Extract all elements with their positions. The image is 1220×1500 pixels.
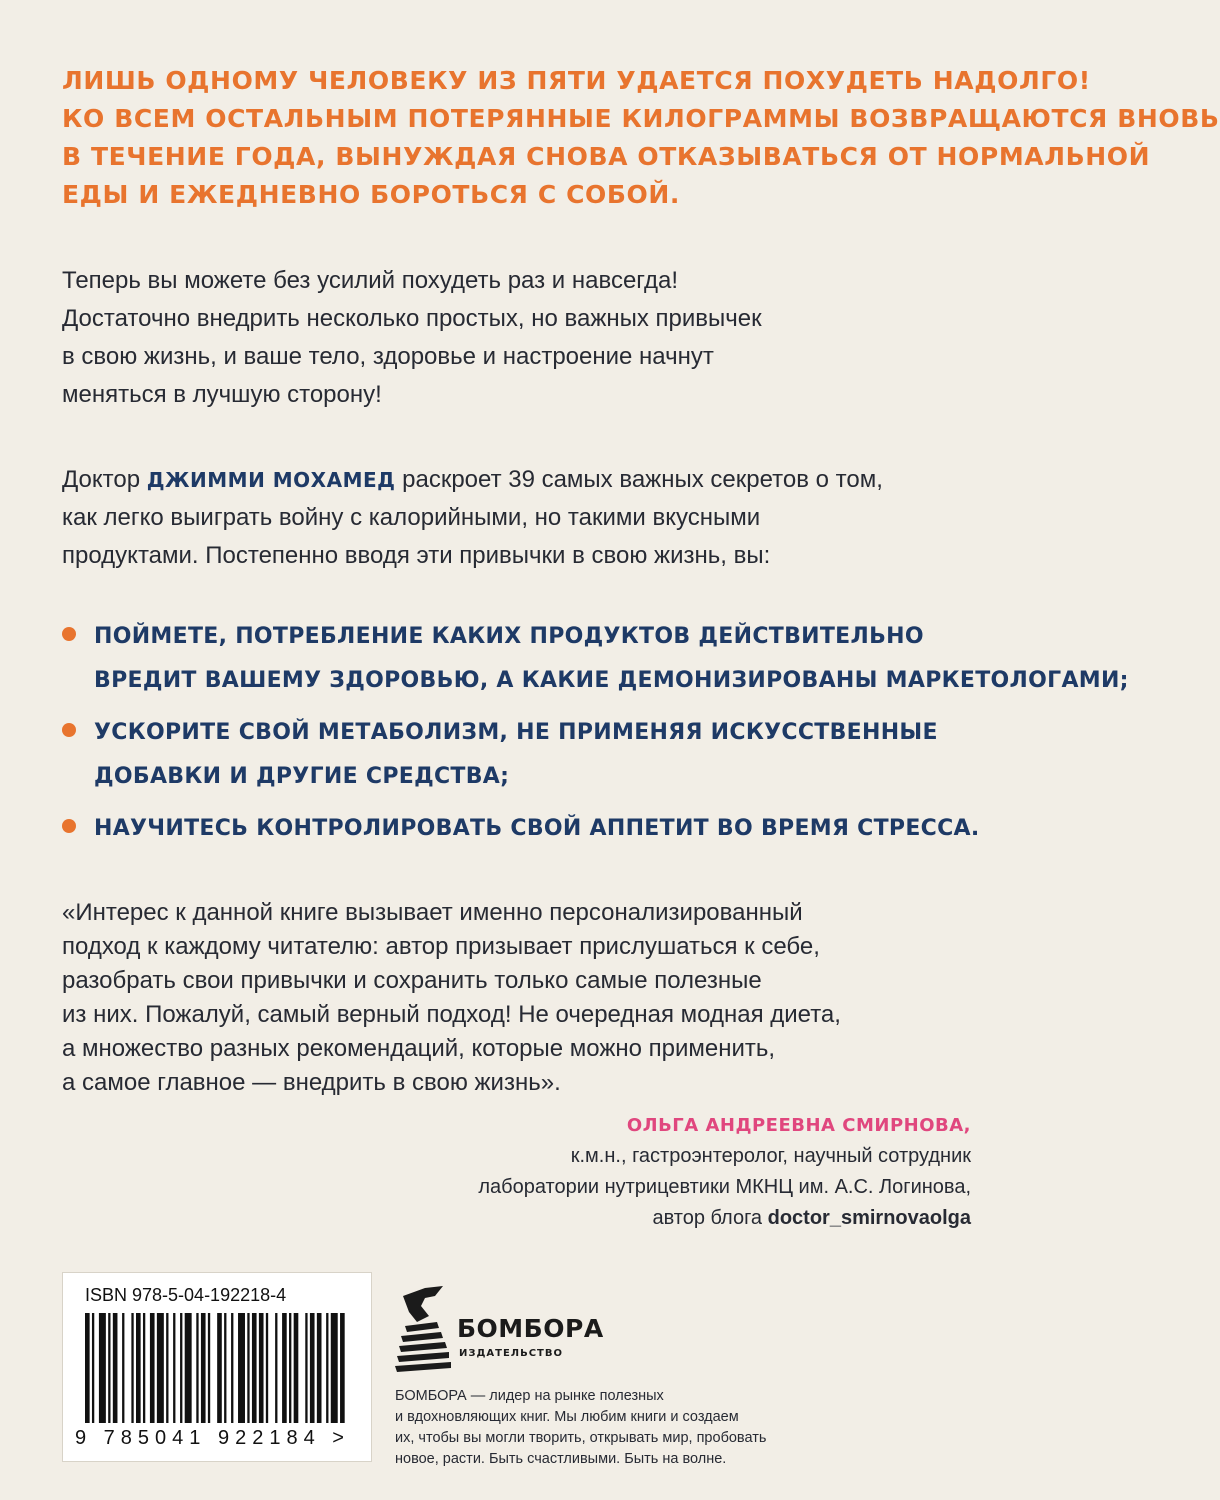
bullet-dot-icon bbox=[62, 627, 76, 641]
list-item-line: НАУЧИТЕСЬ КОНТРОЛИРОВАТЬ СВОЙ АППЕТИТ ВО ВРЕМЯ СТРЕССА. bbox=[94, 816, 980, 841]
reviewer-affiliation: лаборатории нутрицевтики МКНЦ им. А.С. Логинова, bbox=[478, 1176, 971, 1198]
quote-line: из них. Пожалуй, самый верный подход! Не очередная модная диета, bbox=[62, 1001, 841, 1028]
list-item bbox=[62, 807, 1002, 851]
headline-line: В ТЕЧЕНИЕ ГОДА, ВЫНУЖДАЯ СНОВА ОТКАЗЫВАТЬСЯ ОТ НОРМАЛЬНОЙ bbox=[62, 142, 1151, 171]
list-item bbox=[62, 711, 1002, 799]
paragraph-line: Достаточно внедрить несколько простых, но важных привычек bbox=[62, 305, 762, 332]
author-prefix: Доктор bbox=[62, 466, 147, 493]
paragraph-line: как легко выиграть войну с калорийными, но такими вкусными bbox=[62, 504, 761, 531]
benefit-list bbox=[62, 615, 1129, 859]
list-item-text bbox=[94, 615, 1129, 703]
publisher-logo bbox=[395, 1282, 635, 1392]
reviewer-credentials: к.м.н., гастроэнтеролог, научный сотрудник bbox=[570, 1145, 971, 1167]
publisher-line: новое, расти. Быть счастливыми. Быть на волне. bbox=[395, 1451, 727, 1467]
list-item-text bbox=[94, 711, 1002, 799]
review-quote bbox=[62, 896, 992, 1100]
list-item-line: УСКОРИТЕ СВОЙ МЕТАБОЛИЗМ, НЕ ПРИМЕНЯЯ ИСКУССТВЕННЫЕ bbox=[94, 720, 938, 745]
publisher-line: и вдохновляющих книг. Мы любим книги и создаем bbox=[395, 1409, 739, 1425]
barcode-icon bbox=[85, 1313, 347, 1423]
paragraph-line: продуктами. Постепенно вводя эти привычки в свою жизнь, вы: bbox=[62, 542, 771, 569]
list-item bbox=[62, 615, 1129, 703]
isbn-label: ISBN 978-5-04-192218-4 bbox=[85, 1285, 287, 1305]
blog-handle: doctor_smirnovaolga bbox=[767, 1207, 971, 1229]
quote-line: а самое главное — внедрить в свою жизнь». bbox=[62, 1069, 561, 1096]
bullet-dot-icon bbox=[62, 723, 76, 737]
intro-paragraph bbox=[62, 262, 992, 414]
publisher-brand: БОМБОРА bbox=[457, 1314, 604, 1343]
headline bbox=[62, 62, 1220, 214]
quote-signature bbox=[478, 1110, 971, 1234]
publisher-subtitle: ИЗДАТЕЛЬСТВО bbox=[459, 1348, 563, 1359]
quote-line: «Интерес к данной книге вызывает именно персонализированный bbox=[62, 899, 803, 926]
reviewer-name: ОЛЬГА АНДРЕЕВНА СМИРНОВА, bbox=[626, 1115, 971, 1136]
paragraph-line: Теперь вы можете без усилий похудеть раз и навсегда! bbox=[62, 267, 678, 294]
publisher-line: БОМБОРА — лидер на рынке полезных bbox=[395, 1388, 664, 1404]
reviewer-blog-line bbox=[478, 1203, 971, 1234]
paragraph-line: в свою жизнь, и ваше тело, здоровье и настроение начнут bbox=[62, 343, 714, 370]
author-paragraph bbox=[62, 461, 992, 575]
publisher-description bbox=[395, 1386, 795, 1470]
blog-prefix: автор блога bbox=[652, 1207, 768, 1229]
quote-line: подход к каждому читателю: автор призывает прислушаться к себе, bbox=[62, 933, 820, 960]
paragraph-line: меняться в лучшую сторону! bbox=[62, 381, 382, 408]
headline-line: КО ВСЕМ ОСТАЛЬНЫМ ПОТЕРЯННЫЕ КИЛОГРАММЫ ВОЗВРАЩАЮТСЯ ВНОВЬ bbox=[62, 104, 1220, 133]
barcode-digits: 9 785041 922184 > bbox=[75, 1427, 350, 1449]
barcode-box bbox=[62, 1272, 372, 1462]
bullet-dot-icon bbox=[62, 819, 76, 833]
publisher-line: их, чтобы вы могли творить, открывать мир, пробовать bbox=[395, 1430, 767, 1446]
author-suffix: раскроет 39 самых важных секретов о том, bbox=[395, 466, 883, 493]
list-item-line: ВРЕДИТ ВАШЕМУ ЗДОРОВЬЮ, А КАКИЕ ДЕМОНИЗИРОВАНЫ МАРКЕТОЛОГАМИ; bbox=[94, 668, 1129, 693]
author-name: ДЖИММИ МОХАМЕД bbox=[146, 468, 396, 492]
list-item-line: ДОБАВКИ И ДРУГИЕ СРЕДСТВА; bbox=[94, 764, 510, 789]
bombora-logo-icon bbox=[395, 1282, 451, 1378]
list-item-text bbox=[94, 807, 1002, 851]
quote-line: разобрать свои привычки и сохранить только самые полезные bbox=[62, 967, 762, 994]
paragraph-line bbox=[62, 461, 992, 499]
headline-line: ЛИШЬ ОДНОМУ ЧЕЛОВЕКУ ИЗ ПЯТИ УДАЕТСЯ ПОХУДЕТЬ НАДОЛГО! bbox=[62, 66, 1091, 95]
headline-line: ЕДЫ И ЕЖЕДНЕВНО БОРОТЬСЯ С СОБОЙ. bbox=[62, 180, 681, 209]
list-item-line: ПОЙМЕТЕ, ПОТРЕБЛЕНИЕ КАКИХ ПРОДУКТОВ ДЕЙСТВИТЕЛЬНО bbox=[94, 624, 924, 649]
quote-line: а множество разных рекомендаций, которые можно применить, bbox=[62, 1035, 776, 1062]
